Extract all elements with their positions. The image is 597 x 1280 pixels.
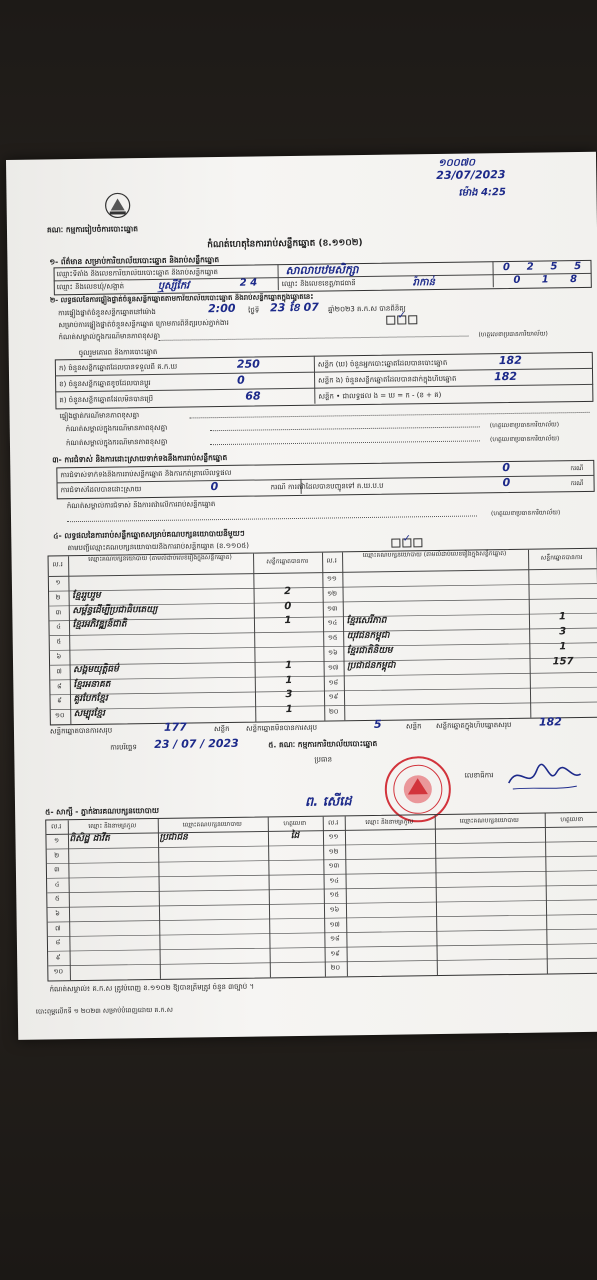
ballot-count-form	[6, 152, 597, 1040]
verify-note: ផ្ទៀងផ្ទាត់ករណីមានភាពខុសគ្នា	[59, 411, 140, 421]
commune-code: 2 4	[239, 277, 258, 289]
agent-row-number: ១៦	[329, 905, 340, 914]
col-header-no: ល.រ	[326, 556, 337, 565]
col-header-signature: ហត្ថលេខា	[560, 816, 584, 824]
total-invalid-label: សន្លឹកឆ្នោតមិនបានការសរុប	[245, 723, 318, 733]
total-invalid-unit: សន្លឹក	[405, 722, 422, 731]
total-all-label: សន្លឹកឆ្នោតក្នុងហិបឆ្នោតសរុប	[435, 720, 512, 731]
party-votes: 3	[559, 626, 567, 638]
form-code: ១០០៧០	[438, 157, 476, 169]
agent-row-number: ៤	[54, 880, 60, 889]
verify-mid: ថ្ងៃទី	[248, 306, 260, 315]
col-header-signature: ហត្ថលេខា	[283, 819, 307, 828]
complaints-label: ការជំទាស់ទាក់ទងនឹងការរាប់សន្លឹកឆ្នោត និងការកត់ត្រាលើលទ្ធផល	[60, 468, 232, 480]
party-row-number: ២	[55, 593, 61, 602]
province-label: ឈ្មោះ និងលេខខេត្ត/រាជធានី	[281, 279, 356, 289]
total-invalid-value: 5	[373, 717, 382, 731]
party-name: សម្ព័ន្ធដើម្បីប្រជាធិបតេយ្យ	[72, 604, 158, 616]
chair-signature: ព. សើដេ	[304, 794, 352, 810]
party-row-number: ១៣	[326, 604, 338, 613]
col-header-party: ឈ្មោះគណបក្សនយោបាយ	[459, 816, 519, 825]
agent-name: ពិសិដ្ឋ ដាវីត	[69, 833, 110, 845]
party-name: ខ្មែររួបរួម	[72, 590, 101, 601]
diff-note-1: កំណត់សម្គាល់ក្នុងករណីមានភាពខុសគ្នា	[65, 423, 168, 434]
unit-1: ករណី	[570, 464, 584, 473]
col-header-no: ល.រ	[52, 560, 63, 569]
agent-row-number: ១២	[328, 847, 339, 856]
chair-label: ប្រធាន	[314, 755, 333, 764]
party-row-number: ១៥	[327, 633, 338, 642]
col-header-party: ឈ្មោះគណបក្សនយោបាយ (តាមលំដាប់លេខរៀងក្នុងសន្លឹកឆ្នោត)	[362, 550, 507, 560]
station-number: 0 2 5 5	[502, 260, 582, 274]
resolved-label: ការជំទាស់ដែលបានដោះស្រាយ	[60, 485, 142, 495]
location-value: សាលាបឋមសិក្សា	[285, 263, 359, 278]
agent-row-number: ១៤	[329, 876, 339, 885]
section2-heading: ២- លទ្ធផលនៃការផ្ទៀងផ្ទាត់ចំនួនសន្លឹកឆ្នោតតាមការិយាល័យបោះឆ្នោត និងរាប់សន្លឹកឆ្នោតក្នុងឆ្នោតនេះ	[49, 292, 314, 305]
col-header-name: ឈ្មោះ និងនាមត្រកូល	[88, 822, 137, 830]
party-votes: 2	[283, 585, 292, 597]
section3-heading: ៣- ការជំទាស់ និងការដោះស្រាយទាក់ទងនឹងការរាប់សន្លឹកឆ្នោត	[52, 452, 228, 465]
agent-row-number: ១៩	[330, 949, 340, 958]
agent-row-number: ៧	[54, 923, 61, 932]
party-votes: 1	[285, 674, 293, 686]
formula-label: សន្លឹក • ជាលទ្ធផល ង = ឃ = ក - (ខ + គ)	[318, 390, 442, 401]
agents-left	[45, 816, 324, 980]
sig-label-1: (ហត្ថលេខាប្រធានការិយាល័យ)	[478, 330, 548, 339]
province-value: រ៉ាកាន់	[412, 277, 436, 289]
form-time: ម៉ោង 4:25	[458, 187, 506, 199]
form-date: 23/07/2023	[436, 168, 506, 182]
section1-heading: ១- ព័ត៌មាន សម្រាប់ការិយាល័យបោះឆ្នោត និងរាប់សន្លឹកឆ្នោត	[49, 255, 220, 267]
party-name: ខ្មែរសេរីភាព	[346, 616, 387, 627]
voters-value: 182	[498, 353, 522, 368]
province-number: 0 1 8	[513, 274, 578, 286]
col-header-name: ឈ្មោះ និងនាមត្រកូល	[365, 818, 414, 827]
agent-party: ប្រជាជន	[159, 832, 188, 843]
commune-value: ឬស្សីកែវ	[157, 280, 190, 292]
party-row-number: ៧	[56, 667, 62, 676]
agent-row-number: ២	[54, 850, 60, 859]
party-votes: 3	[285, 689, 293, 701]
verify-time: 2:00	[208, 301, 236, 316]
section5-heading: ៥- សាក្សី - ភ្នាក់ងារគណបក្សនយោបាយ	[45, 805, 160, 817]
sig-label-2: (ហត្ថលេខាប្រធានការិយាល័យ)	[489, 421, 560, 430]
recv-value: 250	[236, 357, 260, 371]
agent-row-number: ១៥	[329, 890, 340, 899]
committee-name: គណៈ កម្មការរៀបចំការបោះឆ្នោត	[46, 224, 139, 235]
party-row-number: ៣	[55, 607, 62, 616]
agent-row-number: ៥	[54, 894, 60, 903]
agent-row-number: ២០	[330, 963, 341, 972]
verify-date: 23 ខែ 07	[269, 300, 319, 315]
agent-checkboxes	[386, 310, 418, 324]
ballot-checkboxes: ✓	[391, 538, 423, 547]
party-votes: 0	[284, 600, 292, 612]
party-row-number: ១១	[326, 574, 337, 583]
agent-row-number: ៣	[54, 865, 60, 874]
party-row-number: ៩	[57, 696, 62, 705]
checkbox-other[interactable]	[409, 315, 418, 324]
nec-emblem-icon	[102, 192, 132, 220]
party-votes: 1	[285, 659, 293, 671]
party-row-number: ១៨	[328, 678, 339, 687]
verify-line2: សម្រាប់ការផ្ទៀងផ្ទាត់ចំនួនសន្លឹកឆ្នោត ក្រោមការពិនិត្យរបស់ភ្នាក់ងារ	[58, 318, 229, 330]
party-votes: 1	[284, 615, 292, 627]
col-header-no: ល.រ	[328, 818, 339, 827]
party-name: ខ្មែរអភិវឌ្ឍន៍ជាតិ	[72, 619, 127, 631]
agent-row-number: ៩	[55, 953, 61, 962]
agent-row-number: ៦	[55, 909, 60, 918]
col-header-no: ល.រ	[51, 822, 62, 831]
col-header-votes: សន្លឹកឆ្នោតបានការ	[266, 557, 309, 566]
party-row-number: ១៧	[327, 663, 339, 672]
party-results-left	[48, 552, 324, 724]
total-valid-value: 177	[163, 720, 187, 734]
secretary-label: លេខាធិការ	[464, 771, 494, 780]
checkbox-no[interactable]	[386, 316, 395, 325]
date-value: 23 / 07 / 2023	[154, 736, 239, 751]
party-row-number: ៨	[56, 681, 62, 690]
party-row-number: ៦	[56, 652, 62, 661]
unused-value: 68	[245, 389, 261, 403]
spoiled-label: ខ) ចំនួនសន្លឹកឆ្នោតខូចដែលបានប្តូរ	[59, 379, 151, 389]
unused-label: គ) ចំនួនសន្លឹកឆ្នោតដែលមិនបានប្រើ	[59, 394, 154, 405]
commune-label: ឈ្មោះ និងលេខឃុំ/សង្កាត់	[56, 282, 125, 292]
party-results-right	[321, 548, 597, 720]
party-row-number: ៥	[56, 637, 62, 646]
agent-row-number: ១១	[328, 832, 339, 841]
party-votes: 1	[285, 704, 293, 716]
diff-note-2: កំណត់សម្គាល់ក្នុងករណីមានភាពខុសគ្នា	[65, 437, 168, 448]
complaint-note: កំណត់សម្គាល់ការជំទាស់ និងការតវ៉ាលើការរាប់សន្លឹកឆ្នោត	[66, 500, 216, 511]
resolved-value: 0	[210, 480, 219, 494]
sig-label-3: (ហត្ថលេខាប្រធានការិយាល័យ)	[489, 435, 560, 444]
form-title: កំណត់ហេតុនៃការរាប់សន្លឹកឆ្នោត (ខ.១១០២)	[207, 238, 363, 251]
checkbox-yes[interactable]: ✓	[397, 315, 406, 324]
section4-sub: តាមបញ្ជីឈ្មោះគណបក្សនយោបាយនិងការរាប់សន្លឹកឆ្នោត (ខ.១១០៥)	[67, 541, 249, 553]
agent-row-number: ១៣	[328, 861, 340, 870]
party-name: ប្រជាជនកម្ពុជា	[347, 660, 396, 672]
location-label: ឈ្មោះទីតាំង និងលេខការិយាល័យបោះឆ្នោត និងរាប់សន្លឹកឆ្នោត	[56, 268, 218, 279]
verify-pre: ការផ្ទៀងផ្ទាត់ចំនួនសន្លឹកឆ្នោតនៅម៉ោង	[58, 307, 156, 318]
party-name: ខ្មែរអនាគត	[73, 679, 111, 690]
agent-signature: ដៃ	[290, 830, 300, 842]
complaints-value: 0	[502, 460, 511, 475]
col-header-votes: សន្លឹកឆ្នោតបានការ	[540, 553, 583, 562]
party-row-number: ១៦	[328, 648, 338, 657]
party-votes: 1	[559, 641, 567, 653]
recv-label: ក) ចំនួនសន្លឹកឆ្នោតដែលបានទទួលពី គ.ក.ឃ	[58, 362, 178, 373]
committee-label: ៥. គណៈ កម្មការការិយាល័យបោះឆ្នោត	[268, 738, 378, 750]
party-name: គួរបែកខ្មែរ	[73, 694, 108, 705]
section4-heading: ៤- លទ្ធផលនៃការរាប់សន្លឹកឆ្នោតសម្រាប់គណបក្សនយោបាយនីមួយៗ	[53, 528, 245, 541]
referred-label: ករណី ការតវ៉ាដែលបានបញ្ជូនទៅ គ.ឃ.ប.ប	[270, 481, 384, 492]
spoiled-value: 0	[237, 373, 245, 387]
party-row-number: ៤	[56, 622, 61, 631]
secretary-signature-icon	[504, 760, 584, 795]
party-row-number: ១៤	[327, 618, 338, 627]
party-name: សង្គមយុត្តិធម៌	[73, 664, 119, 675]
agent-row-number: ១	[53, 836, 60, 845]
boxed-label: សន្លឹក ង) ចំនួនសន្លឹកឆ្នោតដែលបានដាក់ក្នុងហិបឆ្នោត	[318, 374, 457, 385]
date-label: ការបរិច្ឆេទ	[110, 743, 137, 752]
voters-label: សន្លឹក (ឃ) ចំនួនអ្នកបោះឆ្នោតដែលបានបោះឆ្នោត	[317, 358, 448, 369]
footer-edition: បោះពុម្ពលើកទី ១ ២០២៣ សម្រាប់បំពេញដោយ គ.ក.ស	[35, 1005, 173, 1016]
agent-row-number: ១៨	[330, 934, 340, 943]
party-name: សម្បុរខ្មែរ	[73, 708, 106, 720]
party-votes: 1	[558, 611, 566, 623]
party-name: ខ្មែរជាតិនិយម	[346, 645, 393, 657]
agents-right	[322, 812, 597, 976]
agent-row-number: ១០	[53, 967, 64, 976]
party-row-number: ១២	[327, 589, 338, 598]
total-all-value: 182	[538, 715, 562, 729]
agent-row-number: ១៧	[329, 920, 340, 929]
party-row-number: ២០	[328, 707, 339, 716]
party-row-number: ១៩	[328, 692, 339, 701]
col-header-party: ឈ្មោះគណបក្សនយោបាយ	[182, 820, 242, 829]
party-row-number: ១០	[54, 711, 65, 720]
party-name: យុវជនកម្ពុជា	[346, 630, 390, 642]
participation-note: ចូលរួមគោរព និងការបោះឆ្នោត	[78, 347, 158, 358]
agent-row-number: ៨	[55, 938, 61, 947]
referred-value: 0	[502, 475, 511, 490]
verify-post: ឆ្នាំ២០២3 គ.ក.ស បានពិនិត្យ	[328, 304, 406, 314]
sig-label-4: (ហត្ថលេខាប្រធានការិយាល័យ)	[490, 509, 561, 518]
party-row-number: ១	[55, 578, 61, 587]
party-votes: 157	[552, 655, 574, 668]
boxed-value: 182	[493, 369, 518, 384]
total-valid-label: សន្លឹកឆ្នោតបានការសរុប	[49, 726, 113, 736]
note-label: កំណត់សម្គាល់ក្នុងករណីមានភាពខុសគ្នា	[58, 331, 161, 342]
col-header-party: ឈ្មោះគណបក្សនយោបាយ (តាមលំដាប់លេខរៀងក្នុងសន្លឹកឆ្នោត)	[88, 553, 232, 563]
footer-note: កំណត់សម្គាល់៖ គ.ក.ស ត្រូវបំពេញ ខ.១១០២ ឱ្យបានត្រឹមត្រូវ ចំនួន ៣ច្បាប់ ។	[49, 982, 255, 994]
unit-2: ករណី	[570, 479, 584, 488]
total-valid-unit: សន្លឹក	[213, 724, 230, 734]
